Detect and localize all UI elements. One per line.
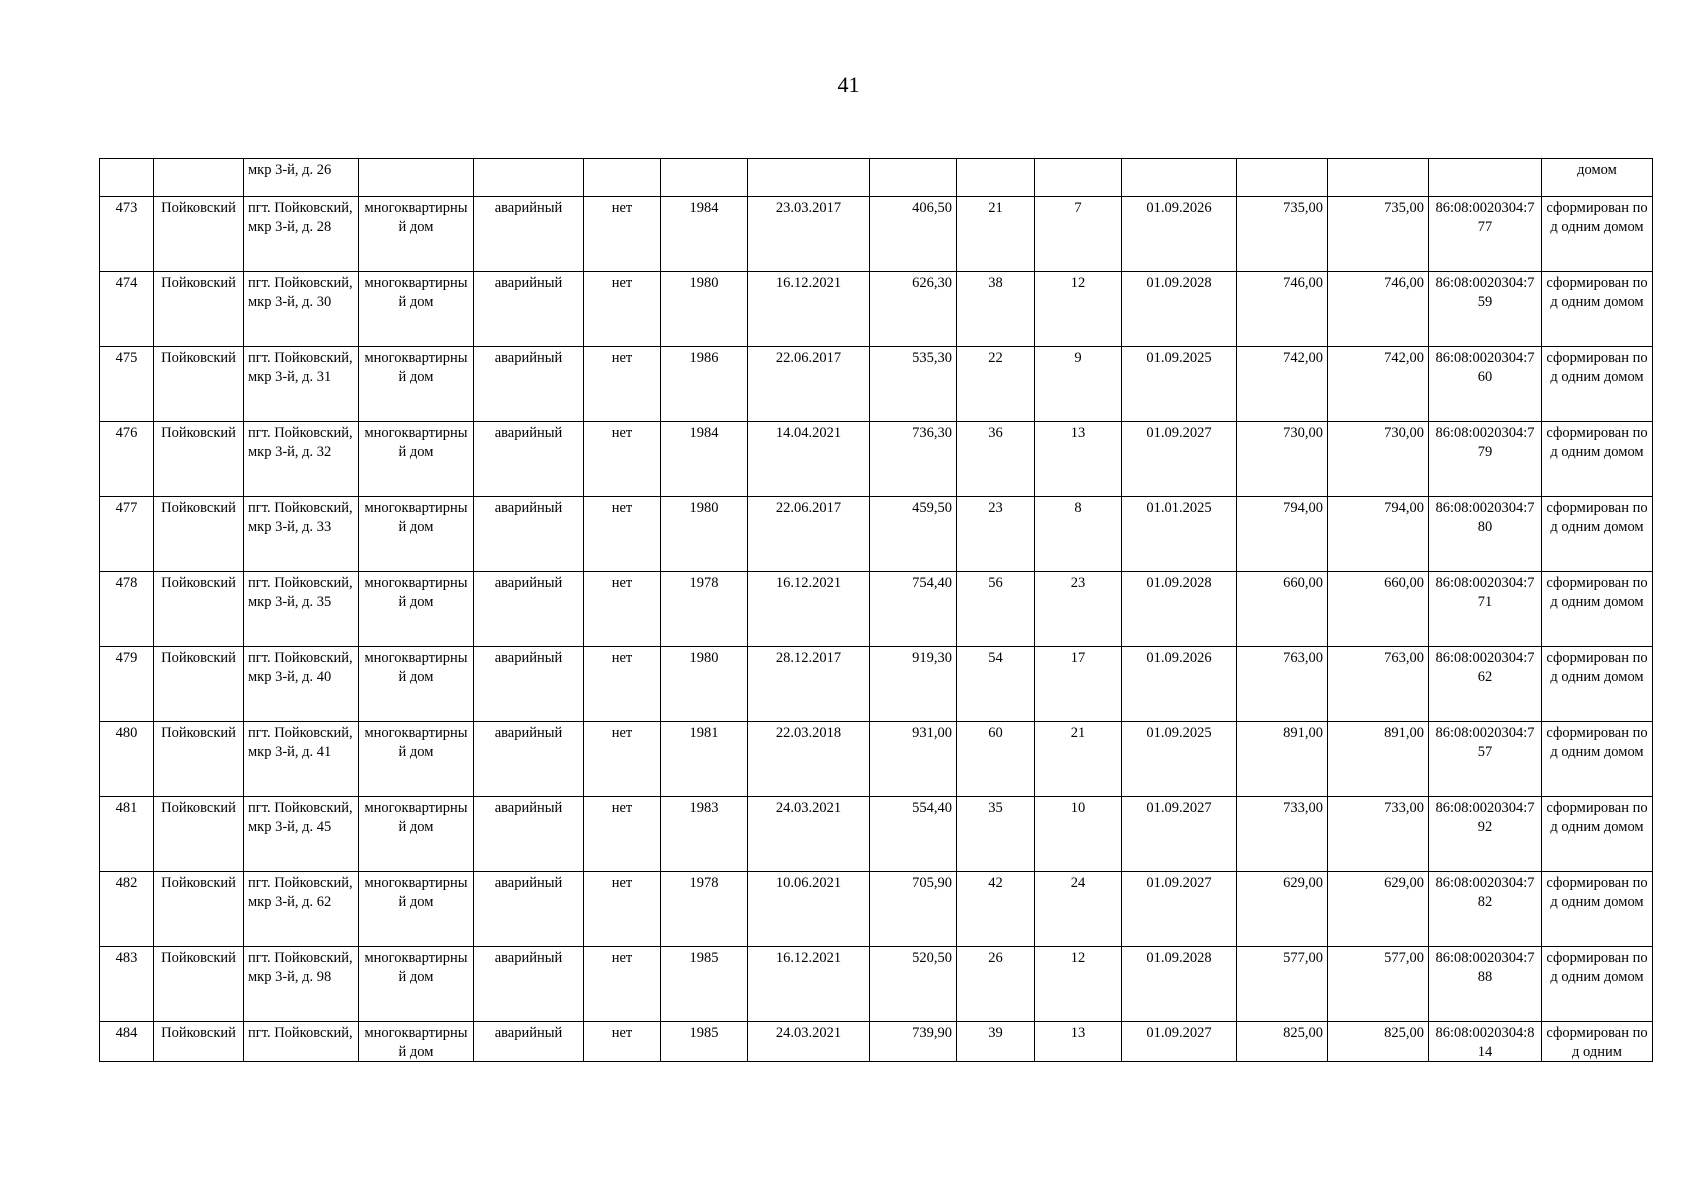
cell-value-b: 660,00 xyxy=(1328,572,1429,647)
cell-residents: 56 xyxy=(957,572,1035,647)
cell-status: аварийный xyxy=(474,797,584,872)
cell-area: 406,50 xyxy=(870,197,957,272)
cell-residents xyxy=(957,159,1035,197)
cell-value-b: 746,00 xyxy=(1328,272,1429,347)
cell-municipality: Пойковский xyxy=(154,947,244,1022)
cell-deadline: 01.09.2026 xyxy=(1122,197,1237,272)
cell-area: 535,30 xyxy=(870,347,957,422)
cell-status: аварийный xyxy=(474,947,584,1022)
cell-residents: 54 xyxy=(957,647,1035,722)
cell-municipality: Пойковский xyxy=(154,797,244,872)
table-row xyxy=(100,272,1653,347)
cell-cadastral: 86:08:0020304:779 xyxy=(1429,422,1542,497)
cell-municipality: Пойковский xyxy=(154,422,244,497)
cell-status: аварийный xyxy=(474,197,584,272)
cell-status: аварийный xyxy=(474,422,584,497)
cell-cadastral: 86:08:0020304:780 xyxy=(1429,497,1542,572)
cell-value-a: 742,00 xyxy=(1237,347,1328,422)
cell-apartments: 23 xyxy=(1035,572,1122,647)
cell-apartments: 24 xyxy=(1035,872,1122,947)
cell-address: пгт. Пойковский, мкр 3-й, д. 31 xyxy=(244,347,359,422)
cell-land-note: сформирован под одним домом xyxy=(1542,722,1653,797)
cell-deadline xyxy=(1122,159,1237,197)
cell-decision-date: 16.12.2021 xyxy=(748,947,870,1022)
cell-area: 931,00 xyxy=(870,722,957,797)
cell-cadastral: 86:08:0020304:814 xyxy=(1429,1022,1542,1062)
cell-decision-date: 22.03.2018 xyxy=(748,722,870,797)
cell-flag xyxy=(584,159,661,197)
cell-status xyxy=(474,159,584,197)
cell-flag: нет xyxy=(584,647,661,722)
cell-deadline: 01.09.2027 xyxy=(1122,1022,1237,1062)
cell-municipality xyxy=(154,159,244,197)
cell-decision-date: 24.03.2021 xyxy=(748,1022,870,1062)
table-row xyxy=(100,947,1653,1022)
cell-no: 477 xyxy=(100,497,154,572)
cell-no: 473 xyxy=(100,197,154,272)
cell-municipality: Пойковский xyxy=(154,497,244,572)
cell-house-type: многоквартирный дом xyxy=(359,647,474,722)
table-row xyxy=(100,422,1653,497)
cell-land-note: сформирован под одним домом xyxy=(1542,797,1653,872)
cell-flag: нет xyxy=(584,872,661,947)
cell-municipality: Пойковский xyxy=(154,347,244,422)
cell-address: пгт. Пойковский, мкр 3-й, д. 35 xyxy=(244,572,359,647)
cell-year: 1978 xyxy=(661,872,748,947)
cell-house-type: многоквартирный дом xyxy=(359,797,474,872)
cell-land-note: сформирован под одним домом xyxy=(1542,872,1653,947)
cell-address: пгт. Пойковский, xyxy=(244,1022,359,1062)
cell-decision-date: 24.03.2021 xyxy=(748,797,870,872)
cell-flag: нет xyxy=(584,197,661,272)
table-row xyxy=(100,872,1653,947)
cell-land-note: сформирован под одним домом xyxy=(1542,947,1653,1022)
cell-year: 1980 xyxy=(661,647,748,722)
cell-address: пгт. Пойковский, мкр 3-й, д. 33 xyxy=(244,497,359,572)
cell-value-b: 730,00 xyxy=(1328,422,1429,497)
cell-residents: 21 xyxy=(957,197,1035,272)
cell-no: 484 xyxy=(100,1022,154,1062)
continuation-row xyxy=(100,159,1653,197)
cell-residents: 36 xyxy=(957,422,1035,497)
cell-area: 459,50 xyxy=(870,497,957,572)
cell-flag: нет xyxy=(584,347,661,422)
cell-no xyxy=(100,159,154,197)
cell-apartments: 13 xyxy=(1035,422,1122,497)
cell-value-a: 763,00 xyxy=(1237,647,1328,722)
cell-address: пгт. Пойковский, мкр 3-й, д. 41 xyxy=(244,722,359,797)
cell-municipality: Пойковский xyxy=(154,272,244,347)
cell-address: пгт. Пойковский, мкр 3-й, д. 45 xyxy=(244,797,359,872)
cell-area: 626,30 xyxy=(870,272,957,347)
table-row xyxy=(100,572,1653,647)
cell-no: 482 xyxy=(100,872,154,947)
cell-address: пгт. Пойковский, мкр 3-й, д. 32 xyxy=(244,422,359,497)
table-row xyxy=(100,497,1653,572)
housing-registry-table xyxy=(99,158,1653,1062)
cell-decision-date: 23.03.2017 xyxy=(748,197,870,272)
cell-house-type: многоквартирный дом xyxy=(359,947,474,1022)
cell-deadline: 01.09.2025 xyxy=(1122,722,1237,797)
cell-deadline: 01.09.2027 xyxy=(1122,797,1237,872)
cell-year: 1985 xyxy=(661,1022,748,1062)
cell-house-type: многоквартирный дом xyxy=(359,497,474,572)
cell-address: пгт. Пойковский, мкр 3-й, д. 62 xyxy=(244,872,359,947)
cell-area: 754,40 xyxy=(870,572,957,647)
table-row xyxy=(100,1022,1653,1062)
cell-year: 1984 xyxy=(661,422,748,497)
cell-address: пгт. Пойковский, мкр 3-й, д. 40 xyxy=(244,647,359,722)
cell-house-type: многоквартирный дом xyxy=(359,422,474,497)
cell-cadastral: 86:08:0020304:792 xyxy=(1429,797,1542,872)
table-row xyxy=(100,722,1653,797)
cell-status: аварийный xyxy=(474,497,584,572)
cell-flag: нет xyxy=(584,1022,661,1062)
cell-residents: 26 xyxy=(957,947,1035,1022)
cell-no: 483 xyxy=(100,947,154,1022)
cell-land-note: домом xyxy=(1542,159,1653,197)
table-row xyxy=(100,347,1653,422)
cell-land-note: сформирован под одним домом xyxy=(1542,572,1653,647)
cell-apartments: 7 xyxy=(1035,197,1122,272)
cell-apartments xyxy=(1035,159,1122,197)
table-row xyxy=(100,647,1653,722)
cell-deadline: 01.09.2025 xyxy=(1122,347,1237,422)
cell-cadastral: 86:08:0020304:760 xyxy=(1429,347,1542,422)
cell-residents: 38 xyxy=(957,272,1035,347)
cell-year: 1981 xyxy=(661,722,748,797)
cell-municipality: Пойковский xyxy=(154,647,244,722)
cell-value-b: 735,00 xyxy=(1328,197,1429,272)
cell-value-a: 629,00 xyxy=(1237,872,1328,947)
cell-value-a: 735,00 xyxy=(1237,197,1328,272)
cell-flag: нет xyxy=(584,947,661,1022)
cell-deadline: 01.09.2026 xyxy=(1122,647,1237,722)
cell-no: 480 xyxy=(100,722,154,797)
cell-land-note: сформирован под одним домом xyxy=(1542,497,1653,572)
cell-municipality: Пойковский xyxy=(154,872,244,947)
cell-apartments: 12 xyxy=(1035,947,1122,1022)
cell-year: 1983 xyxy=(661,797,748,872)
cell-house-type: многоквартирный дом xyxy=(359,197,474,272)
cell-year xyxy=(661,159,748,197)
cell-decision-date: 22.06.2017 xyxy=(748,497,870,572)
cell-status: аварийный xyxy=(474,722,584,797)
cell-land-note: сформирован под одним xyxy=(1542,1022,1653,1062)
cell-apartments: 8 xyxy=(1035,497,1122,572)
cell-value-a xyxy=(1237,159,1328,197)
cell-house-type: многоквартирный дом xyxy=(359,572,474,647)
cell-flag: нет xyxy=(584,572,661,647)
cell-status: аварийный xyxy=(474,272,584,347)
cell-cadastral: 86:08:0020304:762 xyxy=(1429,647,1542,722)
cell-house-type: многоквартирный дом xyxy=(359,872,474,947)
table-row xyxy=(100,797,1653,872)
cell-value-a: 660,00 xyxy=(1237,572,1328,647)
cell-residents: 39 xyxy=(957,1022,1035,1062)
cell-value-b: 577,00 xyxy=(1328,947,1429,1022)
cell-area xyxy=(870,159,957,197)
cell-flag: нет xyxy=(584,422,661,497)
cell-address: пгт. Пойковский, мкр 3-й, д. 28 xyxy=(244,197,359,272)
cell-value-b: 891,00 xyxy=(1328,722,1429,797)
cell-flag: нет xyxy=(584,497,661,572)
cell-cadastral: 86:08:0020304:788 xyxy=(1429,947,1542,1022)
cell-land-note: сформирован под одним домом xyxy=(1542,347,1653,422)
cell-no: 474 xyxy=(100,272,154,347)
page-number: 41 xyxy=(837,72,860,97)
cell-land-note: сформирован под одним домом xyxy=(1542,272,1653,347)
cell-decision-date xyxy=(748,159,870,197)
cell-land-note: сформирован под одним домом xyxy=(1542,647,1653,722)
cell-cadastral xyxy=(1429,159,1542,197)
cell-status: аварийный xyxy=(474,872,584,947)
cell-residents: 35 xyxy=(957,797,1035,872)
cell-cadastral: 86:08:0020304:757 xyxy=(1429,722,1542,797)
cell-residents: 42 xyxy=(957,872,1035,947)
cell-deadline: 01.09.2027 xyxy=(1122,872,1237,947)
cell-flag: нет xyxy=(584,797,661,872)
cell-apartments: 10 xyxy=(1035,797,1122,872)
cell-value-a: 794,00 xyxy=(1237,497,1328,572)
cell-no: 478 xyxy=(100,572,154,647)
cell-residents: 22 xyxy=(957,347,1035,422)
cell-value-b: 794,00 xyxy=(1328,497,1429,572)
cell-no: 476 xyxy=(100,422,154,497)
cell-apartments: 17 xyxy=(1035,647,1122,722)
cell-area: 919,30 xyxy=(870,647,957,722)
cell-value-a: 733,00 xyxy=(1237,797,1328,872)
cell-status: аварийный xyxy=(474,647,584,722)
cell-year: 1985 xyxy=(661,947,748,1022)
cell-land-note: сформирован под одним домом xyxy=(1542,422,1653,497)
cell-address: пгт. Пойковский, мкр 3-й, д. 98 xyxy=(244,947,359,1022)
cell-decision-date: 22.06.2017 xyxy=(748,347,870,422)
cell-residents: 23 xyxy=(957,497,1035,572)
cell-area: 554,40 xyxy=(870,797,957,872)
cell-year: 1978 xyxy=(661,572,748,647)
cell-area: 736,30 xyxy=(870,422,957,497)
cell-house-type: многоквартирный дом xyxy=(359,347,474,422)
cell-deadline: 01.09.2028 xyxy=(1122,272,1237,347)
cell-status: аварийный xyxy=(474,572,584,647)
cell-municipality: Пойковский xyxy=(154,197,244,272)
cell-no: 479 xyxy=(100,647,154,722)
cell-no: 481 xyxy=(100,797,154,872)
cell-value-a: 825,00 xyxy=(1237,1022,1328,1062)
cell-municipality: Пойковский xyxy=(154,572,244,647)
cell-apartments: 21 xyxy=(1035,722,1122,797)
cell-value-b xyxy=(1328,159,1429,197)
cell-value-a: 577,00 xyxy=(1237,947,1328,1022)
cell-year: 1980 xyxy=(661,272,748,347)
cell-apartments: 9 xyxy=(1035,347,1122,422)
cell-value-a: 730,00 xyxy=(1237,422,1328,497)
cell-decision-date: 28.12.2017 xyxy=(748,647,870,722)
cell-status: аварийный xyxy=(474,347,584,422)
cell-value-b: 763,00 xyxy=(1328,647,1429,722)
cell-decision-date: 14.04.2021 xyxy=(748,422,870,497)
cell-apartments: 12 xyxy=(1035,272,1122,347)
cell-year: 1984 xyxy=(661,197,748,272)
cell-house-type xyxy=(359,159,474,197)
cell-decision-date: 10.06.2021 xyxy=(748,872,870,947)
cell-cadastral: 86:08:0020304:771 xyxy=(1429,572,1542,647)
cell-area: 739,90 xyxy=(870,1022,957,1062)
cell-status: аварийный xyxy=(474,1022,584,1062)
cell-address: пгт. Пойковский, мкр 3-й, д. 30 xyxy=(244,272,359,347)
cell-deadline: 01.01.2025 xyxy=(1122,497,1237,572)
cell-cadastral: 86:08:0020304:782 xyxy=(1429,872,1542,947)
cell-value-b: 733,00 xyxy=(1328,797,1429,872)
cell-house-type: многоквартирный дом xyxy=(359,722,474,797)
cell-deadline: 01.09.2028 xyxy=(1122,572,1237,647)
cell-year: 1980 xyxy=(661,497,748,572)
cell-year: 1986 xyxy=(661,347,748,422)
cell-area: 520,50 xyxy=(870,947,957,1022)
cell-cadastral: 86:08:0020304:777 xyxy=(1429,197,1542,272)
cell-house-type: многоквартирный дом xyxy=(359,1022,474,1062)
cell-decision-date: 16.12.2021 xyxy=(748,572,870,647)
cell-decision-date: 16.12.2021 xyxy=(748,272,870,347)
cell-deadline: 01.09.2027 xyxy=(1122,422,1237,497)
cell-house-type: многоквартирный дом xyxy=(359,272,474,347)
cell-address: мкр 3-й, д. 26 xyxy=(244,159,359,197)
cell-deadline: 01.09.2028 xyxy=(1122,947,1237,1022)
cell-residents: 60 xyxy=(957,722,1035,797)
cell-flag: нет xyxy=(584,272,661,347)
cell-municipality: Пойковский xyxy=(154,1022,244,1062)
cell-cadastral: 86:08:0020304:759 xyxy=(1429,272,1542,347)
cell-apartments: 13 xyxy=(1035,1022,1122,1062)
cell-value-b: 742,00 xyxy=(1328,347,1429,422)
cell-area: 705,90 xyxy=(870,872,957,947)
cell-value-b: 825,00 xyxy=(1328,1022,1429,1062)
cell-flag: нет xyxy=(584,722,661,797)
cell-municipality: Пойковский xyxy=(154,722,244,797)
cell-value-a: 891,00 xyxy=(1237,722,1328,797)
cell-land-note: сформирован под одним домом xyxy=(1542,197,1653,272)
table-row xyxy=(100,197,1653,272)
cell-no: 475 xyxy=(100,347,154,422)
cell-value-b: 629,00 xyxy=(1328,872,1429,947)
cell-value-a: 746,00 xyxy=(1237,272,1328,347)
